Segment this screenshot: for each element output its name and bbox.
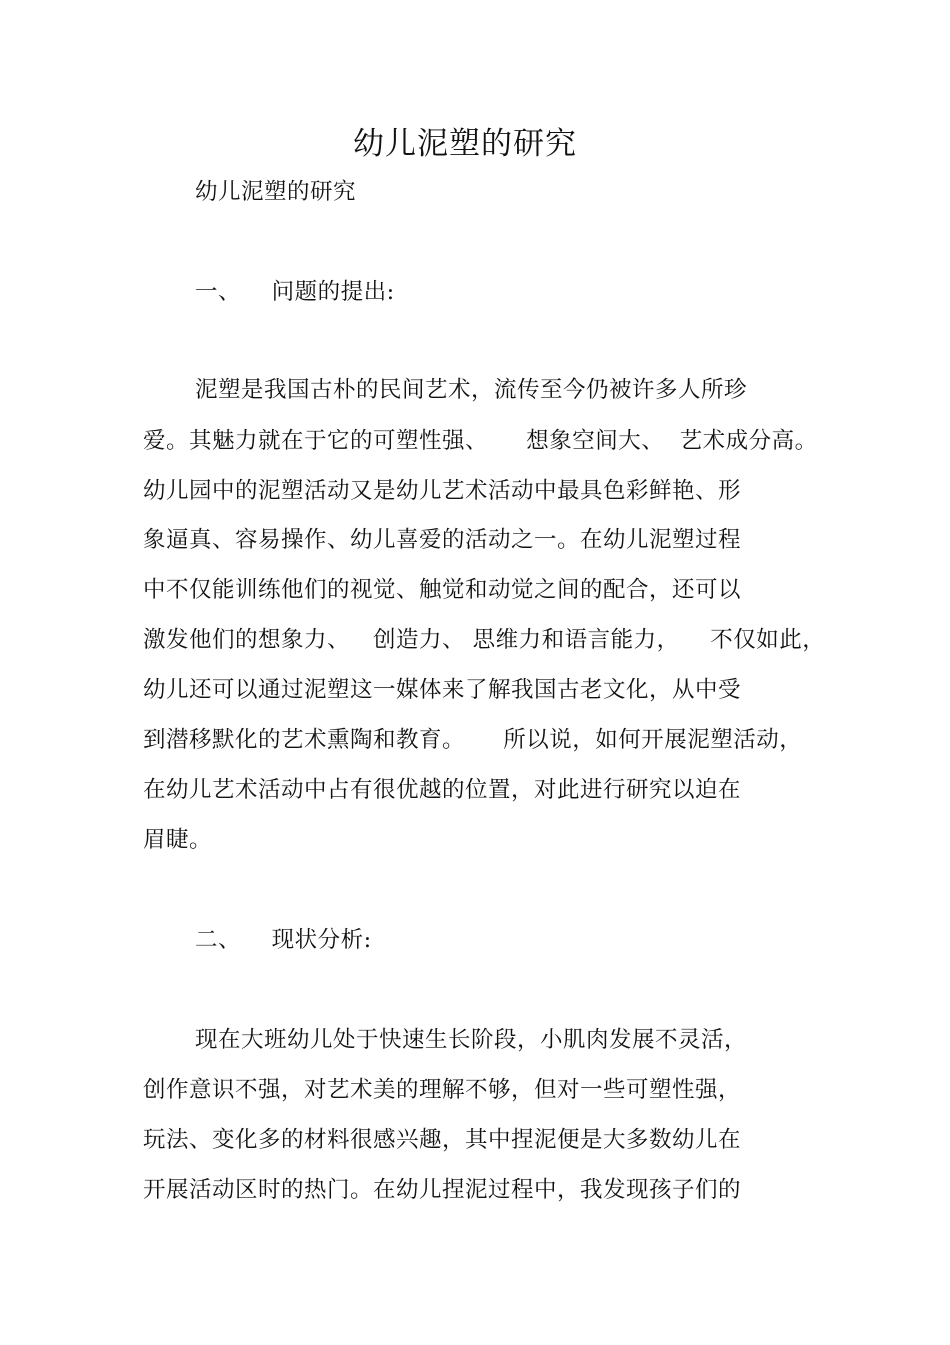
paragraph-line: 爱。其魅力就在于它的可塑性强、 想象空间大、 艺术成分高。: [143, 428, 818, 454]
paragraph-line: 在幼儿艺术活动中占有很优越的位置，对此进行研究以迫在: [143, 777, 742, 803]
document-title: 幼儿泥塑的研究: [353, 126, 577, 162]
paragraph-line: 到潜移默化的艺术熏陶和教育。 所以说，如何开展泥塑活动，: [143, 727, 803, 753]
document-subtitle: 幼儿泥塑的研究: [195, 179, 357, 205]
section-heading-problem: 一、 问题的提出:: [195, 279, 395, 305]
paragraph-line: 开展活动区时的热门。在幼儿捏泥过程中，我发现孩子们的: [143, 1177, 742, 1203]
paragraph-line: 激发他们的想象力、 创造力、 思维力和语言能力， 不仅如此，: [143, 627, 826, 653]
paragraph-line: 中不仅能训练他们的视觉、触觉和动觉之间的配合，还可以: [143, 577, 742, 603]
paragraph-line: 幼儿园中的泥塑活动又是幼儿艺术活动中最具色彩鲜艳、形: [143, 478, 742, 504]
paragraph-line: 玩法、变化多的材料很感兴趣，其中捏泥便是大多数幼儿在: [143, 1127, 742, 1153]
section-heading-analysis: 二、 现状分析:: [195, 927, 372, 953]
paragraph-line: 创作意识不强，对艺术美的理解不够，但对一些可塑性强，: [143, 1077, 742, 1103]
paragraph-line: 泥塑是我国古朴的民间艺术，流传至今仍被许多人所珍: [195, 377, 748, 403]
paragraph-line: 眉睫。: [143, 827, 213, 853]
paragraph-line: 现在大班幼儿处于快速生长阶段，小肌肉发展不灵活，: [195, 1027, 748, 1053]
paragraph-line: 幼儿还可以通过泥塑这一媒体来了解我国古老文化，从中受: [143, 677, 742, 703]
paragraph-line: 象逼真、容易操作、幼儿喜爱的活动之一。在幼儿泥塑过程: [143, 527, 742, 553]
